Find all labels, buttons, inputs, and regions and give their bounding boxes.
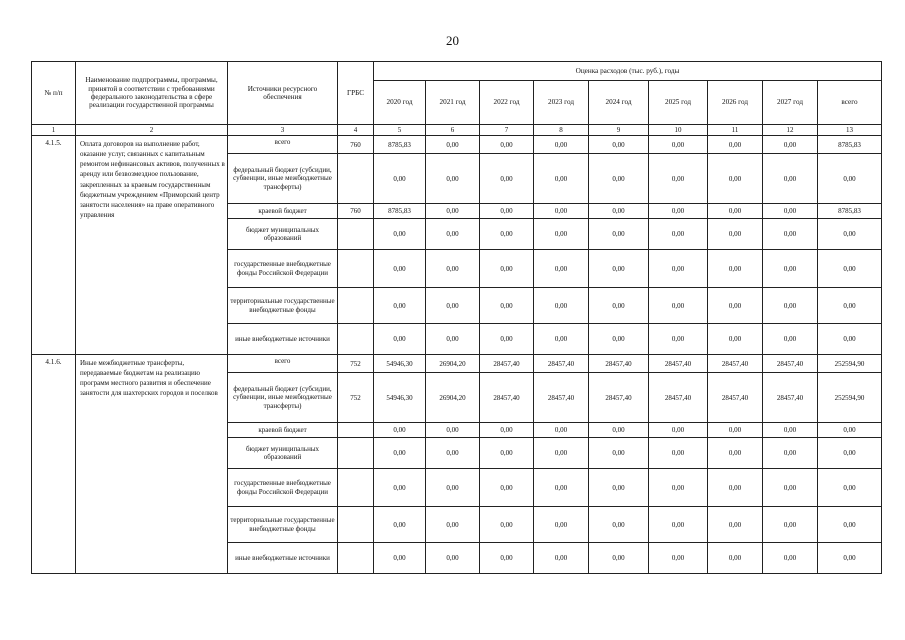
column-number: 4: [338, 125, 374, 136]
value-cell: 28457,40: [763, 355, 818, 373]
column-number: 1: [32, 125, 76, 136]
value-cell: 54946,30: [374, 355, 426, 373]
value-total-cell: 0,00: [818, 250, 882, 288]
value-cell: 0,00: [426, 507, 480, 543]
value-cell: 28457,40: [534, 355, 589, 373]
value-cell: 0,00: [589, 469, 649, 507]
value-cell: 28457,40: [763, 373, 818, 423]
value-cell: 0,00: [480, 507, 534, 543]
value-cell: 0,00: [534, 324, 589, 355]
value-cell: 0,00: [426, 469, 480, 507]
value-cell: 0,00: [649, 219, 708, 250]
header-year: 2027 год: [763, 81, 818, 125]
value-total-cell: 0,00: [818, 469, 882, 507]
grbs-cell: [338, 154, 374, 204]
header-year: 2024 год: [589, 81, 649, 125]
value-cell: 0,00: [763, 423, 818, 438]
value-cell: 0,00: [534, 136, 589, 154]
column-number: 5: [374, 125, 426, 136]
column-number: 2: [76, 125, 228, 136]
value-total-cell: 0,00: [818, 324, 882, 355]
value-cell: 0,00: [763, 469, 818, 507]
value-cell: 0,00: [589, 219, 649, 250]
value-cell: 0,00: [374, 288, 426, 324]
value-cell: 0,00: [589, 543, 649, 574]
value-cell: 0,00: [426, 154, 480, 204]
value-cell: 28457,40: [480, 373, 534, 423]
source-cell: государственные внебюджетные фонды Российской Федерации: [228, 250, 338, 288]
page-number: 20: [446, 33, 459, 48]
value-total-cell: 0,00: [818, 423, 882, 438]
source-cell: территориальные государственные внебюджетные фонды: [228, 288, 338, 324]
value-total-cell: 0,00: [818, 507, 882, 543]
value-cell: 0,00: [763, 507, 818, 543]
row-name: Оплата договоров на выполнение работ, оказание услуг, связанных с капитальным ремонтом нефинансовых активов, полученных в аренду или безвозмездное пользование, закрепленных за краевым государственным бюджетным учреждением «Приморский центр занятости населения» на праве оперативного управления: [76, 136, 228, 355]
column-number: 8: [534, 125, 589, 136]
value-cell: 0,00: [708, 423, 763, 438]
header-col-estimate: Оценка расходов (тыс. руб.), годы: [374, 62, 882, 81]
value-total-cell: 8785,83: [818, 136, 882, 154]
value-cell: 28457,40: [589, 355, 649, 373]
value-cell: 0,00: [480, 423, 534, 438]
source-cell: всего: [228, 136, 338, 154]
value-cell: 0,00: [708, 324, 763, 355]
header-year-total: всего: [818, 81, 882, 125]
value-cell: 0,00: [589, 204, 649, 219]
source-cell: бюджет муниципальных образований: [228, 219, 338, 250]
header-year: 2026 год: [708, 81, 763, 125]
value-total-cell: 0,00: [818, 219, 882, 250]
value-cell: 28457,40: [589, 373, 649, 423]
value-cell: 0,00: [649, 469, 708, 507]
value-cell: 0,00: [708, 507, 763, 543]
value-cell: 28457,40: [708, 355, 763, 373]
value-cell: 54946,30: [374, 373, 426, 423]
value-cell: 0,00: [426, 543, 480, 574]
value-cell: 0,00: [374, 250, 426, 288]
grbs-cell: [338, 469, 374, 507]
value-cell: 0,00: [708, 219, 763, 250]
grbs-cell: [338, 507, 374, 543]
value-cell: 0,00: [649, 250, 708, 288]
value-cell: 0,00: [589, 324, 649, 355]
value-cell: 0,00: [649, 324, 708, 355]
value-cell: 0,00: [763, 288, 818, 324]
row-code: 4.1.6.: [32, 355, 76, 574]
value-cell: 0,00: [763, 136, 818, 154]
value-cell: 0,00: [763, 204, 818, 219]
value-cell: 0,00: [649, 507, 708, 543]
column-number: 10: [649, 125, 708, 136]
grbs-cell: 752: [338, 373, 374, 423]
value-cell: 0,00: [649, 543, 708, 574]
value-cell: 0,00: [708, 438, 763, 469]
value-cell: 0,00: [763, 219, 818, 250]
column-number: 7: [480, 125, 534, 136]
value-cell: 0,00: [534, 438, 589, 469]
source-cell: иные внебюджетные источники: [228, 324, 338, 355]
grbs-cell: [338, 324, 374, 355]
value-cell: 0,00: [589, 136, 649, 154]
table-row: [32, 355, 882, 373]
source-cell: федеральный бюджет (субсидии, субвенции, иные межбюджетные трансферты): [228, 373, 338, 423]
value-cell: 0,00: [480, 136, 534, 154]
value-cell: 28457,40: [534, 373, 589, 423]
value-cell: 0,00: [374, 469, 426, 507]
value-cell: 28457,40: [480, 355, 534, 373]
header-year: 2025 год: [649, 81, 708, 125]
value-cell: 0,00: [708, 204, 763, 219]
value-cell: 0,00: [589, 507, 649, 543]
header-col-source: Источники ресурсного обеспечения: [228, 62, 338, 125]
value-cell: 0,00: [589, 154, 649, 204]
value-cell: 0,00: [763, 154, 818, 204]
value-cell: 0,00: [649, 154, 708, 204]
value-cell: 0,00: [374, 324, 426, 355]
value-cell: 0,00: [708, 136, 763, 154]
value-cell: 0,00: [480, 469, 534, 507]
header-year: 2020 год: [374, 81, 426, 125]
value-cell: 0,00: [589, 423, 649, 438]
grbs-cell: [338, 288, 374, 324]
value-cell: 0,00: [708, 543, 763, 574]
column-number: 12: [763, 125, 818, 136]
value-cell: 0,00: [649, 204, 708, 219]
value-cell: 0,00: [426, 288, 480, 324]
value-cell: 0,00: [480, 250, 534, 288]
grbs-cell: [338, 250, 374, 288]
value-cell: 0,00: [534, 288, 589, 324]
value-cell: 0,00: [480, 438, 534, 469]
value-cell: 0,00: [708, 154, 763, 204]
table-row: [32, 136, 882, 154]
value-cell: 0,00: [763, 250, 818, 288]
value-cell: 28457,40: [708, 373, 763, 423]
value-cell: 26904,20: [426, 373, 480, 423]
value-cell: 0,00: [534, 250, 589, 288]
grbs-cell: 760: [338, 136, 374, 154]
source-cell: всего: [228, 355, 338, 373]
value-cell: 0,00: [374, 154, 426, 204]
value-cell: 0,00: [374, 219, 426, 250]
value-cell: 0,00: [534, 154, 589, 204]
value-total-cell: 0,00: [818, 288, 882, 324]
value-cell: 0,00: [589, 438, 649, 469]
header-year: 2021 год: [426, 81, 480, 125]
column-number: 13: [818, 125, 882, 136]
source-cell: государственные внебюджетные фонды Российской Федерации: [228, 469, 338, 507]
source-cell: федеральный бюджет (субсидии, субвенции, иные межбюджетные трансферты): [228, 154, 338, 204]
header-col-num: № п/п: [32, 62, 76, 125]
grbs-cell: 752: [338, 355, 374, 373]
table-header: [32, 62, 882, 136]
value-cell: 0,00: [763, 543, 818, 574]
row-code: 4.1.5.: [32, 136, 76, 355]
value-cell: 0,00: [426, 423, 480, 438]
value-cell: 0,00: [534, 469, 589, 507]
value-cell: 0,00: [534, 219, 589, 250]
value-total-cell: 0,00: [818, 438, 882, 469]
value-cell: 0,00: [426, 324, 480, 355]
value-cell: 0,00: [480, 154, 534, 204]
value-cell: 0,00: [480, 288, 534, 324]
header-col-name: Наименование подпрограммы, программы, принятой в соответствии с требованиями федерального законодательства в сфере реализации государственной программы: [76, 62, 228, 125]
source-cell: бюджет муниципальных образований: [228, 438, 338, 469]
header-col-grbs: ГРБС: [338, 62, 374, 125]
column-number: 9: [589, 125, 649, 136]
value-cell: 0,00: [763, 324, 818, 355]
value-cell: 0,00: [649, 288, 708, 324]
value-cell: 0,00: [426, 438, 480, 469]
value-cell: 0,00: [374, 543, 426, 574]
value-cell: 0,00: [426, 250, 480, 288]
value-cell: 0,00: [480, 324, 534, 355]
value-cell: 0,00: [534, 507, 589, 543]
value-total-cell: 252594,90: [818, 373, 882, 423]
value-total-cell: 0,00: [818, 154, 882, 204]
column-numbers-row: [32, 125, 882, 136]
value-cell: 0,00: [708, 469, 763, 507]
source-cell: краевой бюджет: [228, 423, 338, 438]
column-number: 3: [228, 125, 338, 136]
value-cell: 0,00: [763, 438, 818, 469]
value-cell: 0,00: [708, 250, 763, 288]
value-cell: 0,00: [374, 423, 426, 438]
value-cell: 0,00: [426, 219, 480, 250]
value-total-cell: 8785,83: [818, 204, 882, 219]
value-cell: 0,00: [534, 543, 589, 574]
value-cell: 8785,83: [374, 204, 426, 219]
grbs-cell: 760: [338, 204, 374, 219]
value-cell: 0,00: [534, 204, 589, 219]
header-year: 2023 год: [534, 81, 589, 125]
row-name: Иные межбюджетные трансферты, передаваемые бюджетам на реализацию программ местного развития и обеспечение занятости для шахтерских городов и поселков: [76, 355, 228, 574]
value-total-cell: 0,00: [818, 543, 882, 574]
value-cell: 0,00: [426, 136, 480, 154]
value-cell: 0,00: [649, 423, 708, 438]
header-year: 2022 год: [480, 81, 534, 125]
value-cell: 0,00: [374, 438, 426, 469]
value-total-cell: 252594,90: [818, 355, 882, 373]
column-number: 6: [426, 125, 480, 136]
value-cell: 0,00: [480, 543, 534, 574]
value-cell: 0,00: [649, 136, 708, 154]
source-cell: краевой бюджет: [228, 204, 338, 219]
value-cell: 0,00: [426, 204, 480, 219]
grbs-cell: [338, 423, 374, 438]
source-cell: территориальные государственные внебюджетные фонды: [228, 507, 338, 543]
value-cell: 0,00: [534, 423, 589, 438]
grbs-cell: [338, 543, 374, 574]
value-cell: 0,00: [480, 204, 534, 219]
value-cell: 0,00: [649, 438, 708, 469]
value-cell: 8785,83: [374, 136, 426, 154]
source-cell: иные внебюджетные источники: [228, 543, 338, 574]
grbs-cell: [338, 219, 374, 250]
value-cell: 0,00: [708, 288, 763, 324]
value-cell: 0,00: [480, 219, 534, 250]
value-cell: 28457,40: [649, 373, 708, 423]
value-cell: 0,00: [374, 507, 426, 543]
value-cell: 0,00: [589, 250, 649, 288]
value-cell: 0,00: [589, 288, 649, 324]
value-cell: 28457,40: [649, 355, 708, 373]
column-number: 11: [708, 125, 763, 136]
budget-table: [31, 61, 882, 574]
value-cell: 26904,20: [426, 355, 480, 373]
grbs-cell: [338, 438, 374, 469]
table-body: [32, 136, 882, 574]
